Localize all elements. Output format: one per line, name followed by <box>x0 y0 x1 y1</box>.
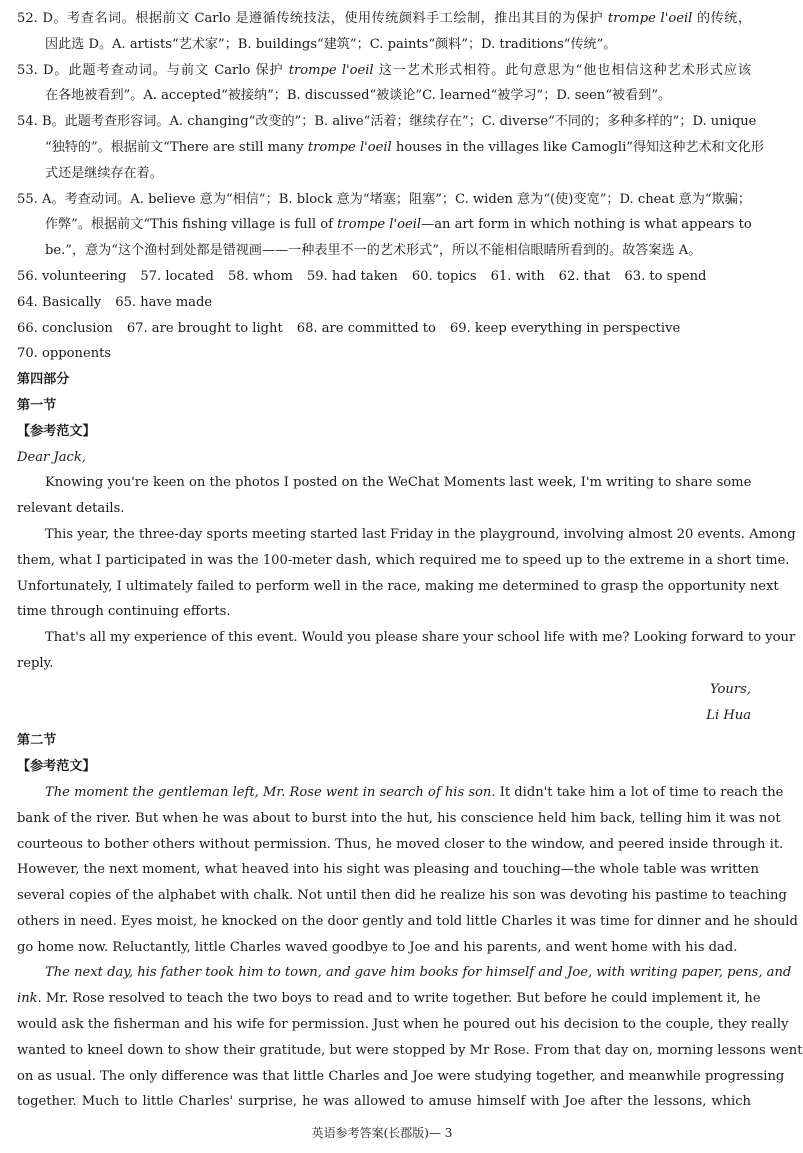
text-run: 54. B。此题考查形容词。A. changing“改变的”；B. alive“活着；继续存在”；C. diverse“不同的；多种多样的”；D. unique <box>17 114 757 130</box>
text-run: 这一艺术形式相符。此句意思为“他也相信这种艺术形式应该 <box>373 62 751 78</box>
italic-text: The moment the gentleman left, Mr. Rose went in search of his son. <box>45 784 496 800</box>
explanation-line <box>17 109 757 135</box>
text-run: courteous to bother others without permission. Thus, he moved closer to the window, and peered inside through it. <box>17 836 784 852</box>
answer-item: 59. had taken <box>306 268 398 284</box>
story-line <box>17 986 761 1012</box>
explanation-line <box>17 212 751 238</box>
text-run: “独特的”。根据前文“There are still many <box>45 139 308 155</box>
text-run: houses in the villages like Camogli”得知这种艺术和文化形 <box>391 139 764 155</box>
explanation-list <box>17 6 764 264</box>
answer-item: 56. volunteering <box>17 268 127 284</box>
story-line <box>17 960 792 986</box>
part-four-heading: 第四部分 <box>17 372 70 388</box>
letter-line: Unfortunately, I ultimately failed to perform well in the race, making me determined to grasp the opportunity next <box>17 578 779 594</box>
text-run: several copies of the alphabet with chalk. Not until then did he realize his son was devoting his pastime to teaching <box>17 888 787 904</box>
explanation-line <box>17 83 751 109</box>
story-continuation-body <box>17 780 803 1115</box>
answer-item: 62. that <box>558 268 611 284</box>
sample-essay-label-two: 【参考范文】 <box>17 759 96 775</box>
text-run: 的传统， <box>692 11 752 26</box>
explanation-line <box>17 32 751 58</box>
italic-text: trompe l'oeil <box>337 217 422 233</box>
text-run: 55. A。考查动词。A. believe 意为“相信”；B. block 意为“堵塞；阻塞”；C. widen 意为“(使)变宽”；D. cheat 意为“欺骗； <box>17 191 751 207</box>
explanation-line <box>17 238 751 264</box>
answer-item: 58. whom <box>227 268 293 284</box>
text-run: 在各地被看到”。A. accepted“被接纳”；B. discussed“被谈论”C. learned“被学习”；D. seen“被看到”。 <box>45 88 672 104</box>
story-line <box>17 857 759 883</box>
text-run: bank of the river. But when he was about to burst into the hut, his conscience held him back, telling him it was not <box>17 810 781 826</box>
answer-item: 57. located <box>140 268 214 284</box>
story-line <box>17 909 798 935</box>
letter-body <box>17 470 796 676</box>
letter-line: time through continuing efforts. <box>17 604 231 620</box>
story-line <box>17 832 784 858</box>
answer-item: 68. are committed to <box>296 320 436 336</box>
explanation-q53 <box>17 58 751 110</box>
story-line <box>17 806 781 832</box>
story-line <box>17 935 751 961</box>
section-one-heading: 第一节 <box>17 397 57 413</box>
answer-row <box>17 290 751 316</box>
explanation-line <box>17 161 751 187</box>
text-run: It didn't take him a lot of time to reach the <box>495 784 784 800</box>
story-line <box>17 1064 785 1090</box>
fill-in-answer-list <box>17 264 751 367</box>
answer-item: 65. have made <box>115 294 213 310</box>
italic-text: The next day, his father took him to town, and gave him books for himself and Joe, with writing paper, pens, and <box>45 965 792 981</box>
letter-line: reply. <box>17 655 54 671</box>
text-run: Mr. Rose resolved to teach the two boys to read and to write together. But before he could implement it, he <box>41 991 761 1007</box>
text-run: 作弊”。根据前文“This fishing village is full of <box>45 217 338 233</box>
text-run: 53. D。此题考查动词。与前文 Carlo 保护 <box>17 62 289 78</box>
answer-item: 60. topics <box>411 268 477 284</box>
page-content <box>17 6 803 1115</box>
italic-text: trompe l'oeil <box>288 62 374 78</box>
answer-item: 63. to spend <box>624 268 707 284</box>
letter-line: This year, the three-day sports meeting started last Friday in the playground, involving almost 20 events. Among <box>45 526 796 542</box>
text-run: 52. D。考查名词。根据前文 Carlo 是遵循传统技法，使用传统颜料手工绘制，推出其目的为保护 <box>17 11 608 26</box>
explanation-q55 <box>17 187 751 264</box>
explanation-line <box>17 58 751 84</box>
italic-text: ink. <box>17 991 42 1007</box>
text-run: on as usual. The only difference was that little Charles and Joe were studying together, and meanwhile progressing <box>17 1068 785 1084</box>
text-run: be.”，意为“这个渔村到处都是错视画——一种表里不一的艺术形式”，所以不能相信眼睛所看到的。故答案选 A。 <box>45 243 702 259</box>
story-line <box>17 1089 751 1115</box>
letter-line: relevant details. <box>17 501 125 517</box>
answer-item: 64. Basically <box>17 294 102 310</box>
text-run: together. Much to little Charles' surprise, he was allowed to amuse himself with Joe after the lessons, which <box>17 1094 751 1110</box>
letter-closing: Yours, <box>710 681 751 697</box>
italic-text: trompe l'oeil <box>607 11 693 26</box>
text-run: —an art form in which nothing is what appears to <box>421 217 752 233</box>
letter-line: them, what I participated in was the 100-meter dash, which required me to speed up to the extreme in a short time. <box>17 552 790 568</box>
text-run: others in need. Eyes moist, he knocked on the door gently and told little Charles it was time for dinner and he should <box>17 913 798 929</box>
text-run: 式还是继续存在着。 <box>45 165 163 181</box>
answer-item: 69. keep everything in perspective <box>449 320 681 336</box>
italic-text: trompe l'oeil <box>307 139 392 155</box>
text-run: wanted to kneel down to show their gratitude, but were stopped by Mr Rose. From that day on, morning lessons went <box>17 1042 803 1058</box>
answer-item: 70. opponents <box>17 346 112 362</box>
letter-line: That's all my experience of this event. Would you please share your school life with me? Looking forward to your <box>45 630 796 646</box>
explanation-q54 <box>17 109 764 186</box>
explanation-q52 <box>17 6 751 58</box>
answer-item: 61. with <box>490 268 545 284</box>
text-run: However, the next moment, what heaved into his sight was pleasing and touching—the whole table was written <box>17 862 759 878</box>
letter-signature: Li Hua <box>706 707 751 723</box>
explanation-line <box>17 187 751 213</box>
answer-row <box>17 264 751 290</box>
answer-item: 66. conclusion <box>17 320 113 336</box>
story-line <box>17 1038 803 1064</box>
text-run: 因此选 D。A. artists“艺术家”；B. buildings“建筑”；C. paints“颜料”；D. traditions“传统”。 <box>45 36 617 52</box>
answer-item: 67. are brought to light <box>126 320 283 336</box>
explanation-line <box>17 135 764 161</box>
letter-salutation: Dear Jack, <box>17 449 86 465</box>
story-line <box>17 780 784 806</box>
story-line <box>17 1012 789 1038</box>
story-line <box>17 883 787 909</box>
letter-line: Knowing you're keen on the photos I posted on the WeChat Moments last week, I'm writing to share some <box>45 475 752 491</box>
sample-essay-label-one: 【参考范文】 <box>17 423 96 439</box>
explanation-line <box>17 6 751 32</box>
section-two-heading: 第二节 <box>17 733 57 749</box>
text-run: go home now. Reluctantly, little Charles waved goodbye to Joe and his parents, and went home with his dad. <box>17 939 738 955</box>
text-run: would ask the fisherman and his wife for permission. Just when he poured out his decision to the couple, they really <box>17 1017 789 1033</box>
answer-row <box>17 316 751 342</box>
page-footer: 英语参考答案(长郡版)— 3 <box>311 1126 453 1140</box>
answer-row <box>17 341 751 367</box>
